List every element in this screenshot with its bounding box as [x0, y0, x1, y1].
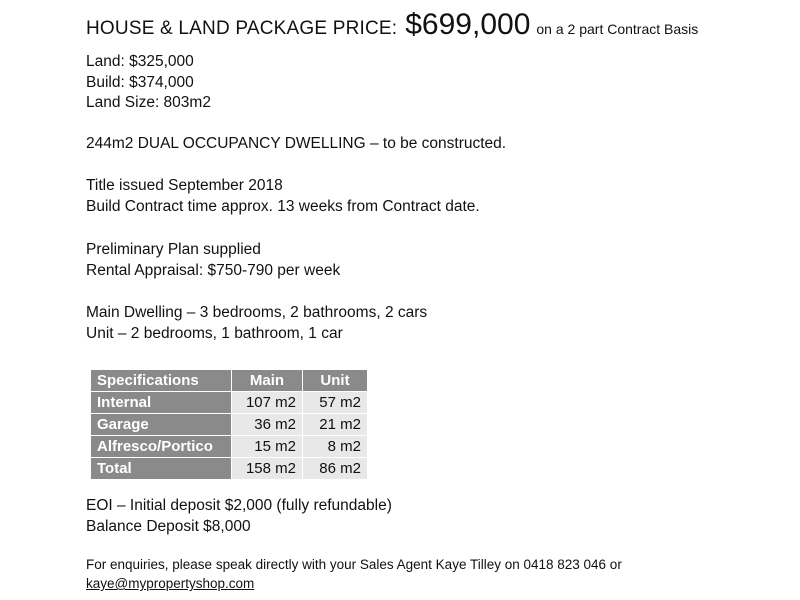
table-row [91, 392, 368, 414]
unit-rooms: Unit – 2 bedrooms, 1 bathroom, 1 car [86, 324, 343, 342]
rental-appraisal: Rental Appraisal: $750-790 per week [86, 261, 341, 279]
row-label-alfresco: Alfresco/Portico [91, 436, 232, 458]
enquiry-text: For enquiries, please speak directly with your Sales Agent Kaye Tilley on 0418 823 046 or [86, 557, 622, 572]
main-dwelling-rooms: Main Dwelling – 3 bedrooms, 2 bathrooms, 2 cars [86, 304, 428, 321]
email-link[interactable]: kaye@mypropertyshop.com [86, 576, 255, 591]
table-header-main: Main [232, 370, 303, 392]
dwelling-description: 244m2 DUAL OCCUPANCY DWELLING – to be constructed. [86, 135, 507, 152]
eoi-deposit: EOI – Initial deposit $2,000 (fully refundable) [86, 497, 392, 514]
row-label-garage: Garage [91, 414, 232, 436]
footer-contact [86, 555, 622, 593]
table-row [91, 458, 368, 480]
package-price: $699,000 [405, 8, 531, 41]
package-price-label: HOUSE & LAND PACKAGE PRICE: [86, 18, 398, 39]
land-size: Land Size: 803m2 [86, 94, 211, 111]
contract-basis: on a 2 part Contract Basis [536, 21, 699, 37]
alfresco-main: 15 m2 [232, 436, 303, 458]
alfresco-unit: 8 m2 [303, 436, 368, 458]
build-price: Build: $374,000 [86, 73, 194, 91]
title-issued: Title issued September 2018 [86, 177, 283, 194]
row-label-total: Total [91, 458, 232, 480]
balance-deposit: Balance Deposit $8,000 [86, 517, 251, 535]
table-row [91, 436, 368, 458]
preliminary-plan: Preliminary Plan supplied [86, 241, 261, 258]
rooms-block [86, 303, 427, 344]
pricing-block [86, 52, 211, 114]
table-row [91, 414, 368, 436]
internal-main: 107 m2 [232, 392, 303, 414]
row-label-internal: Internal [91, 392, 232, 414]
headline [86, 8, 698, 42]
specifications-table [90, 369, 368, 480]
table-header-unit: Unit [303, 370, 368, 392]
total-main: 158 m2 [232, 458, 303, 480]
land-price: Land: $325,000 [86, 53, 194, 70]
plan-block [86, 240, 340, 281]
dwelling-block [86, 134, 506, 155]
total-unit: 86 m2 [303, 458, 368, 480]
title-block [86, 176, 480, 217]
table-header-row [91, 370, 368, 392]
table-header-specifications: Specifications [91, 370, 232, 392]
garage-main: 36 m2 [232, 414, 303, 436]
build-contract-time: Build Contract time approx. 13 weeks from Contract date. [86, 197, 480, 215]
internal-unit: 57 m2 [303, 392, 368, 414]
deposit-block [86, 496, 392, 537]
garage-unit: 21 m2 [303, 414, 368, 436]
